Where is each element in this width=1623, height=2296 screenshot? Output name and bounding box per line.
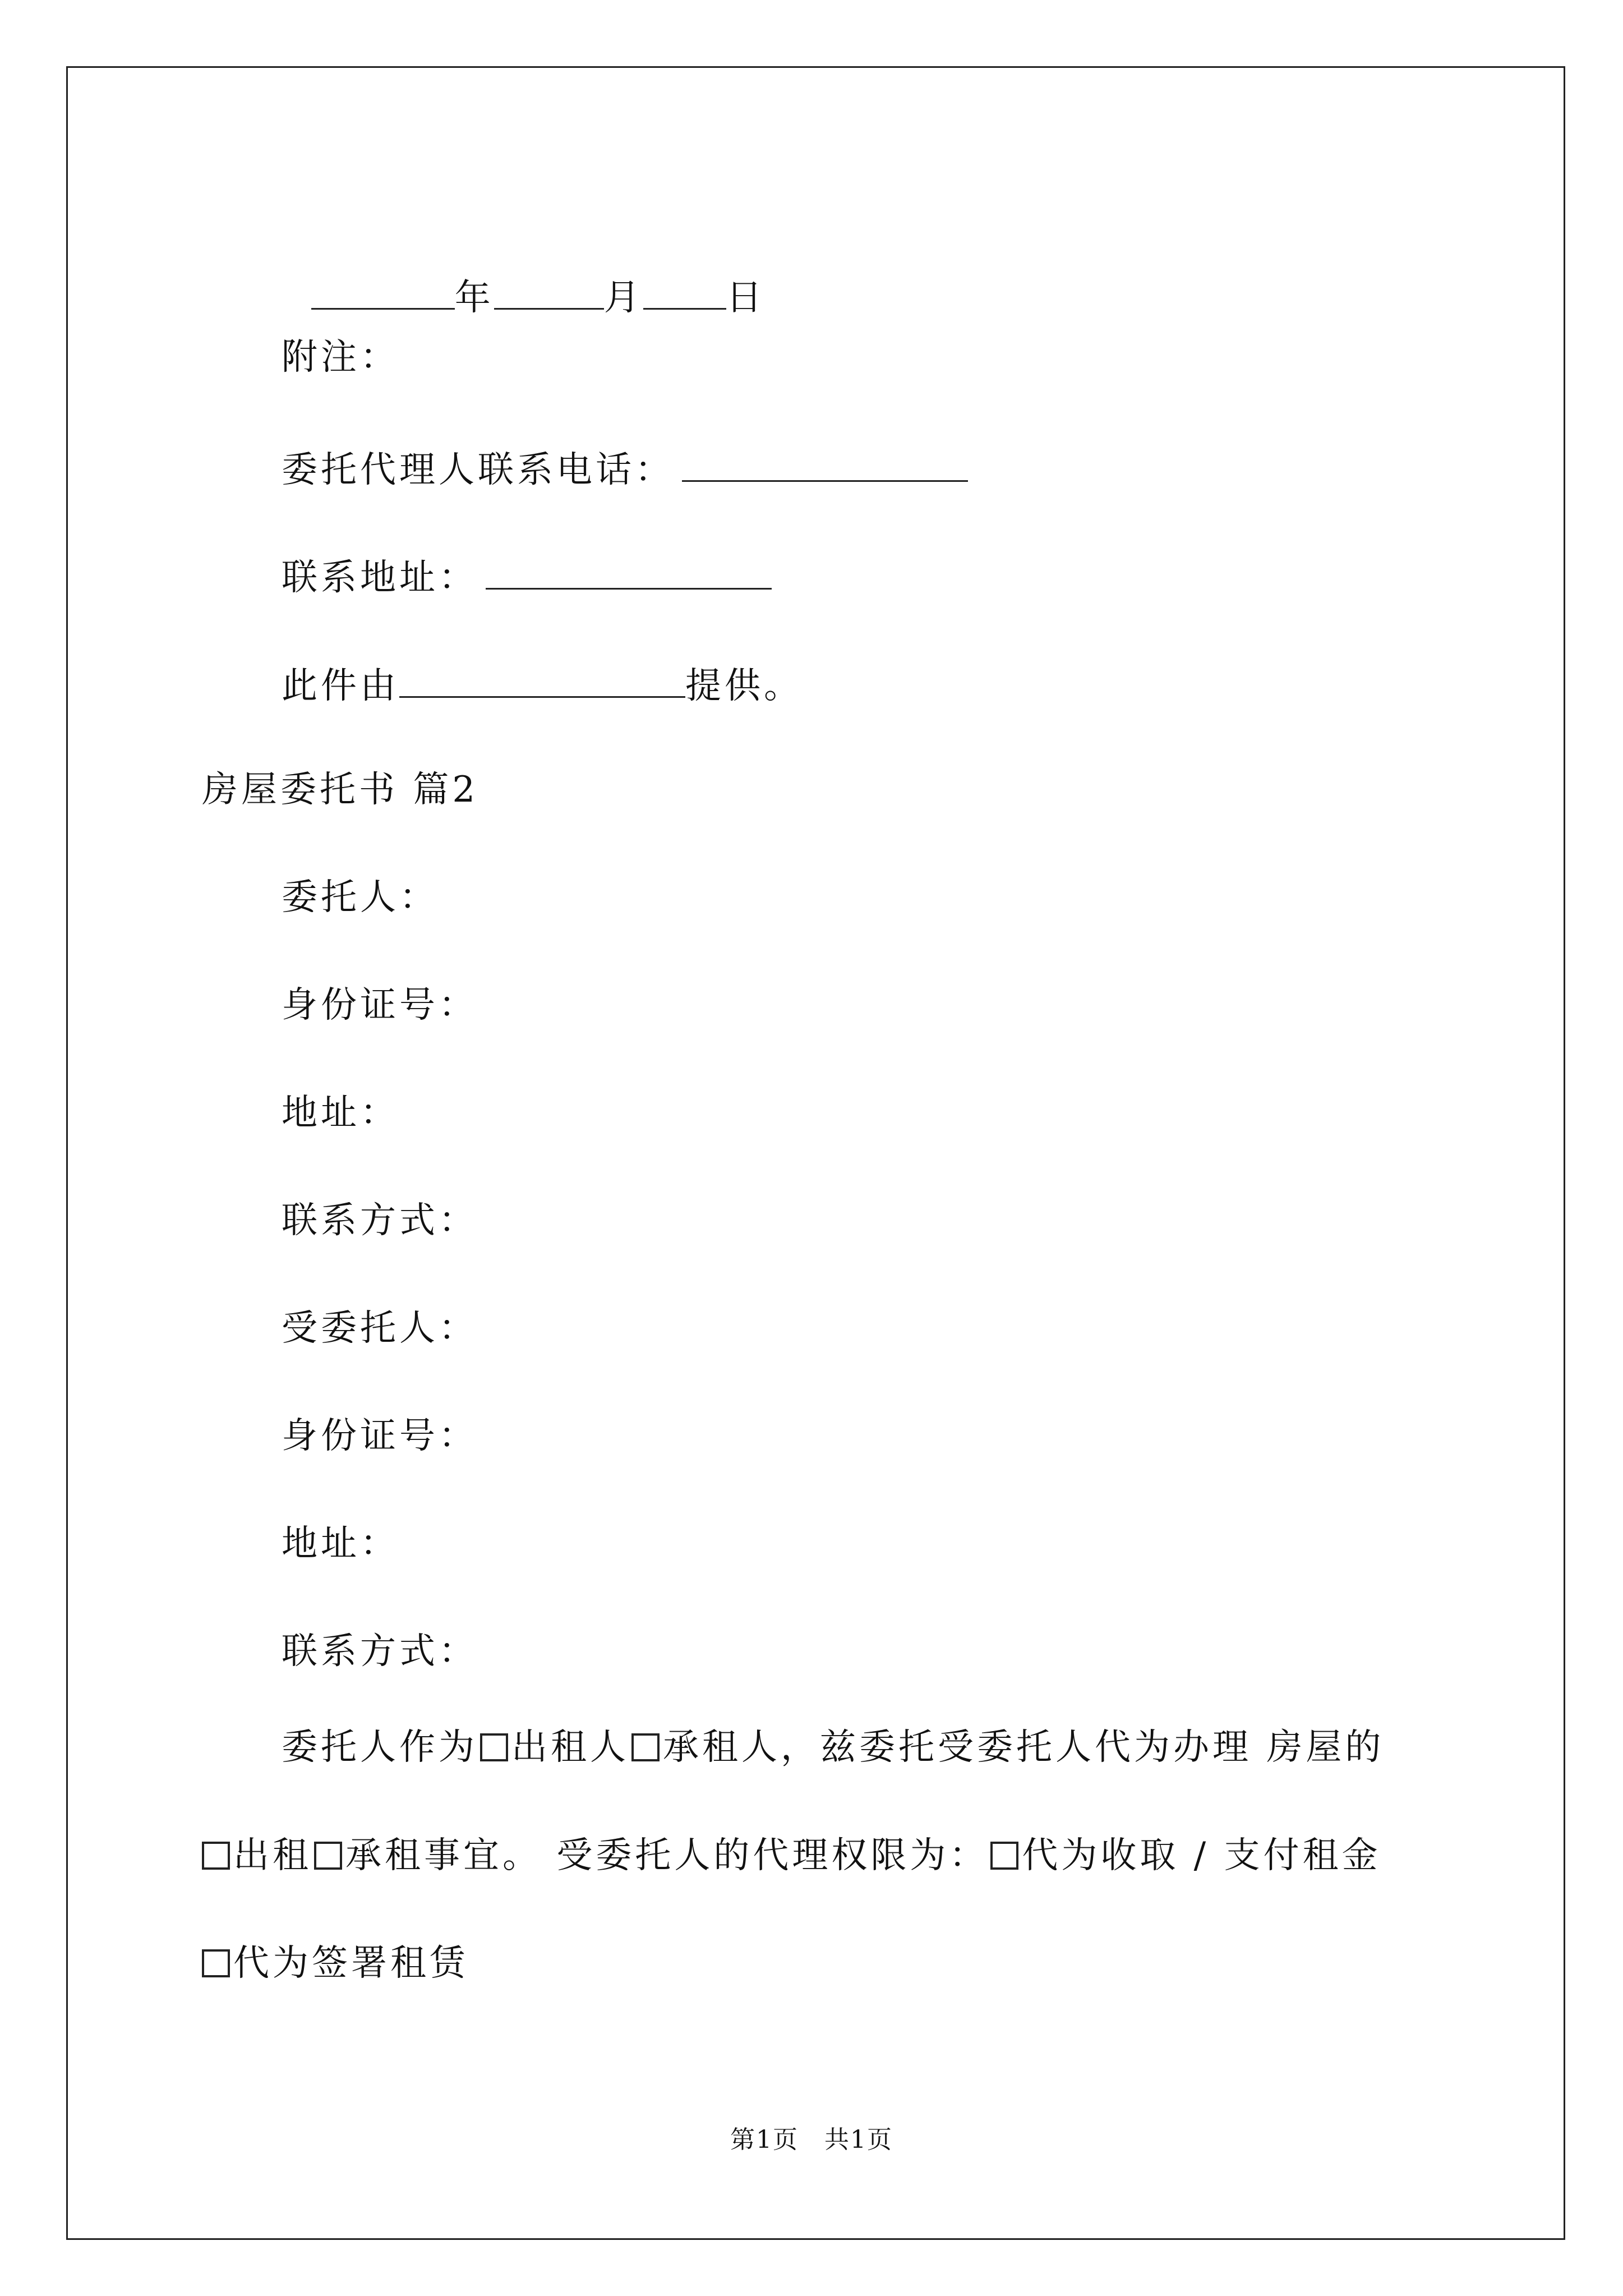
- collect-rent-checkbox[interactable]: [990, 1842, 1018, 1870]
- note-label: 附注：: [282, 337, 399, 378]
- agent-phone-label: 委托代理人联系电话：: [282, 449, 674, 491]
- body-line-1: [282, 1725, 1384, 1770]
- body-line-2: [202, 1833, 1381, 1878]
- page-frame: [66, 66, 1565, 2240]
- provided-by-blank: [399, 659, 685, 698]
- month-label: 月: [603, 277, 643, 319]
- day-blank: [643, 271, 726, 310]
- body-text-2c: 代为收取 / 支付租金: [1022, 1835, 1381, 1876]
- agent-address-label: 地址：: [282, 1523, 399, 1565]
- contact-address-line: [282, 551, 772, 600]
- contact-address-label: 联系地址：: [282, 557, 478, 599]
- principal-contact-label: 联系方式：: [282, 1200, 478, 1241]
- year-label: 年: [454, 277, 494, 319]
- body-text-1a: 委托人作为: [282, 1727, 478, 1768]
- page-footer: 第1页 共1页: [730, 2125, 893, 2154]
- date-line: [282, 226, 766, 320]
- provided-by-line: [282, 659, 803, 708]
- provided-by-suffix: 提供。: [685, 665, 803, 707]
- lease-out-checkbox[interactable]: [202, 1842, 230, 1870]
- lease-in-checkbox[interactable]: [314, 1842, 342, 1870]
- body-text-2a: 出租: [233, 1835, 312, 1876]
- sign-lease-checkbox[interactable]: [202, 1949, 230, 1977]
- body-text-2b: 承租事宜。 受委托人的代理权限为：: [345, 1835, 989, 1876]
- principal-id-label: 身份证号：: [282, 984, 478, 1026]
- lessee-checkbox[interactable]: [631, 1733, 660, 1761]
- year-blank: [311, 271, 455, 310]
- body-text-1c: 承租人，兹委托受委托人代为办理 房屋的: [663, 1727, 1385, 1768]
- contact-address-blank: [486, 551, 772, 590]
- body-line-3: [202, 1941, 469, 1986]
- agent-label: 受委托人：: [282, 1308, 478, 1349]
- provided-by-prefix: 此件由: [282, 665, 399, 707]
- principal-label: 委托人：: [282, 877, 439, 918]
- agent-id-label: 身份证号：: [282, 1415, 478, 1457]
- body-text-1b: 出租人: [511, 1727, 629, 1768]
- body-text-3a: 代为签署租赁: [233, 1943, 469, 1984]
- section-title: 房屋委托书 篇2: [202, 769, 479, 811]
- lessor-checkbox[interactable]: [480, 1733, 508, 1761]
- agent-contact-label: 联系方式：: [282, 1631, 478, 1672]
- principal-address-label: 地址：: [282, 1092, 399, 1134]
- day-label: 日: [726, 277, 766, 319]
- month-blank: [494, 271, 604, 310]
- agent-phone-line: [282, 443, 968, 493]
- agent-phone-blank: [682, 443, 968, 482]
